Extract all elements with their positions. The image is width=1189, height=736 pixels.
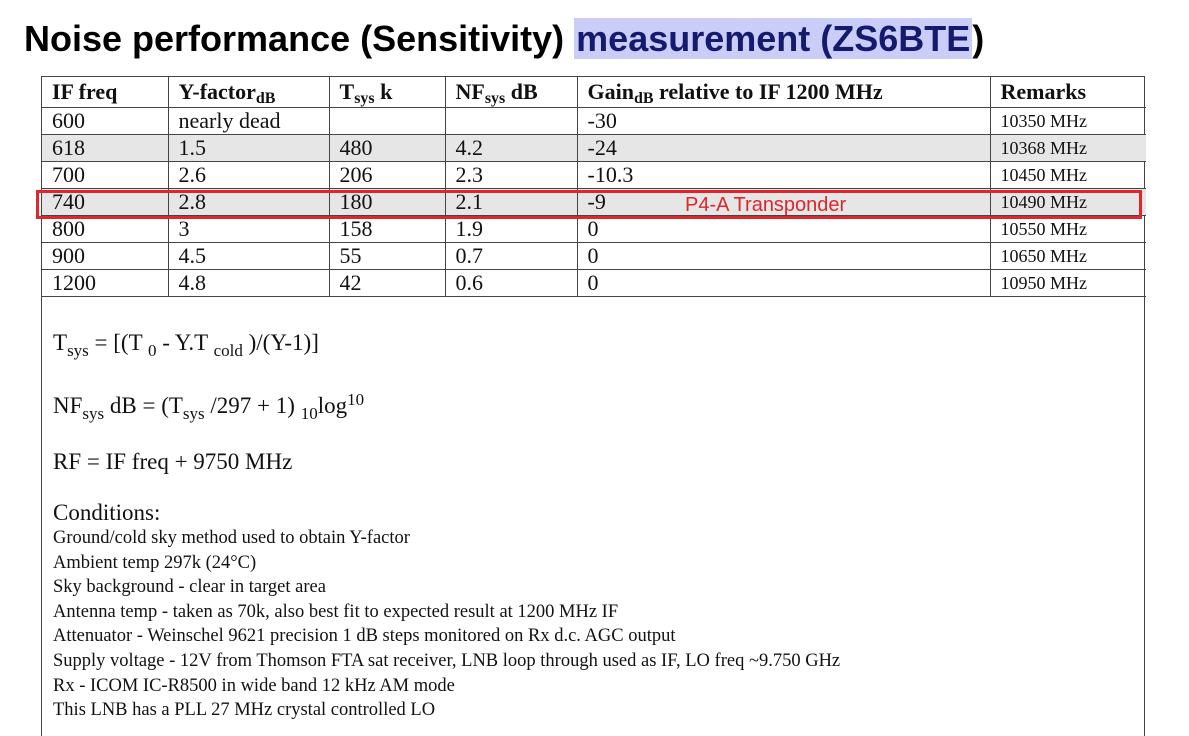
cell-tsys: 180 bbox=[329, 188, 445, 215]
cell-remarks: 10550 MHz bbox=[990, 215, 1146, 242]
cell-if-freq: 700 bbox=[42, 161, 168, 188]
condition-item: Rx - ICOM IC-R8500 in wide band 12 kHz AM mode bbox=[53, 675, 455, 696]
formula-rf: RF = IF freq + 9750 MHz bbox=[53, 449, 293, 474]
table-row bbox=[42, 242, 1146, 269]
cell-if-freq: 740 bbox=[42, 188, 168, 215]
header-remarks: Remarks bbox=[990, 77, 1146, 107]
cell-remarks: 10950 MHz bbox=[990, 269, 1146, 296]
cell-if-freq: 1200 bbox=[42, 269, 168, 296]
conditions-list bbox=[53, 526, 840, 723]
cell-tsys: 206 bbox=[329, 161, 445, 188]
cell-if-freq: 600 bbox=[42, 107, 168, 134]
cell-gain: 0 bbox=[577, 269, 990, 296]
title-main: Noise performance (Sensitivity) bbox=[24, 18, 575, 59]
cell-y-factor: 1.5 bbox=[168, 134, 329, 161]
cell-remarks: 10368 MHz bbox=[990, 134, 1146, 161]
page-title bbox=[24, 14, 984, 64]
cell-y-factor: 3 bbox=[168, 215, 329, 242]
cell-remarks: 10490 MHz bbox=[990, 188, 1146, 215]
header-y-factor: Y-factor$_{dB}$ bbox=[168, 77, 329, 107]
condition-item: Ground/cold sky method used to obtain Y-factor bbox=[53, 528, 410, 548]
cell-y-factor: 4.8 bbox=[168, 269, 329, 296]
noise-table bbox=[42, 77, 1146, 297]
condition-item: This LNB has a PLL 27 MHz crystal controlled LO bbox=[53, 700, 436, 721]
cell-tsys: 480 bbox=[329, 134, 445, 161]
cell-gain: -24 bbox=[577, 134, 990, 161]
header-gain: Gain$_{dB}$ relative to IF 1200 MHz bbox=[577, 77, 990, 107]
table-row bbox=[42, 134, 1146, 161]
header-if-freq: IF freq bbox=[42, 77, 168, 107]
table-row bbox=[42, 269, 1146, 296]
cell-if-freq: 800 bbox=[42, 215, 168, 242]
cell-tsys: 42 bbox=[329, 269, 445, 296]
condition-item: Antenna temp - taken as 70k, also best fit to expected result at 1200 MHz IF bbox=[53, 601, 619, 622]
cell-nfsys: 1.9 bbox=[445, 215, 577, 242]
table-row bbox=[42, 215, 1146, 242]
cell-nfsys: 0.7 bbox=[445, 242, 577, 269]
header-tsys: $T_{sys}$ k bbox=[329, 77, 445, 107]
cell-y-factor: 4.5 bbox=[168, 242, 329, 269]
cell-nfsys: 2.1 bbox=[445, 188, 577, 215]
condition-item: Supply voltage - 12V from Thomson FTA sat receiver, LNB loop through used as IF, LO freq ~9.750 GHz bbox=[53, 650, 841, 671]
cell-if-freq: 618 bbox=[42, 134, 168, 161]
cell-tsys: 55 bbox=[329, 242, 445, 269]
cell-nfsys: 0.6 bbox=[445, 269, 577, 296]
cell-nfsys bbox=[445, 107, 577, 134]
cell-y-factor: 2.6 bbox=[168, 161, 329, 188]
cell-if-freq: 900 bbox=[42, 242, 168, 269]
cell-remarks: 10450 MHz bbox=[990, 161, 1146, 188]
cell-gain: -10.3 bbox=[577, 161, 990, 188]
cell-tsys bbox=[329, 107, 445, 134]
header-nfsys: $NF_{sys}$ dB bbox=[445, 77, 577, 107]
conditions-title: Conditions: bbox=[53, 500, 161, 525]
cell-nfsys: 4.2 bbox=[445, 134, 577, 161]
table-header-row bbox=[42, 77, 1146, 107]
cell-tsys: 158 bbox=[329, 215, 445, 242]
cell-gain: -30 bbox=[577, 107, 990, 134]
condition-item: Ambient temp 297k (24°C) bbox=[53, 552, 257, 573]
cell-y-factor: 2.8 bbox=[168, 188, 329, 215]
formula-nfsys: $NF_{sys}$ dB = ($T_{sys}$ /297 + 1) $_{10}\log^{10}$ bbox=[53, 390, 365, 423]
cell-gain: 0 bbox=[577, 215, 990, 242]
cell-gain: 0 bbox=[577, 242, 990, 269]
cell-nfsys: 2.3 bbox=[445, 161, 577, 188]
formula-tsys: $T_{sys} = [(T$ $_0$ - Y.T $_{cold}$ )/(Y-1)] bbox=[53, 330, 319, 360]
title-tail: ) bbox=[972, 18, 985, 59]
title-highlight: measurement (ZS6BTE bbox=[576, 18, 971, 59]
table-row bbox=[42, 107, 1146, 134]
highlight-box bbox=[36, 190, 1142, 219]
cell-remarks: 10650 MHz bbox=[990, 242, 1146, 269]
cell-y-factor: nearly dead bbox=[168, 107, 329, 134]
transponder-annotation: P4-A Transponder bbox=[685, 194, 847, 216]
cell-remarks: 10350 MHz bbox=[990, 107, 1146, 134]
cell-gain: -9 bbox=[577, 188, 990, 215]
condition-item: Attenuator - Weinschel 9621 precision 1 dB steps monitored on Rx d.c. AGC output bbox=[53, 626, 676, 647]
condition-item: Sky background - clear in target area bbox=[53, 577, 326, 598]
table-row bbox=[42, 161, 1146, 188]
